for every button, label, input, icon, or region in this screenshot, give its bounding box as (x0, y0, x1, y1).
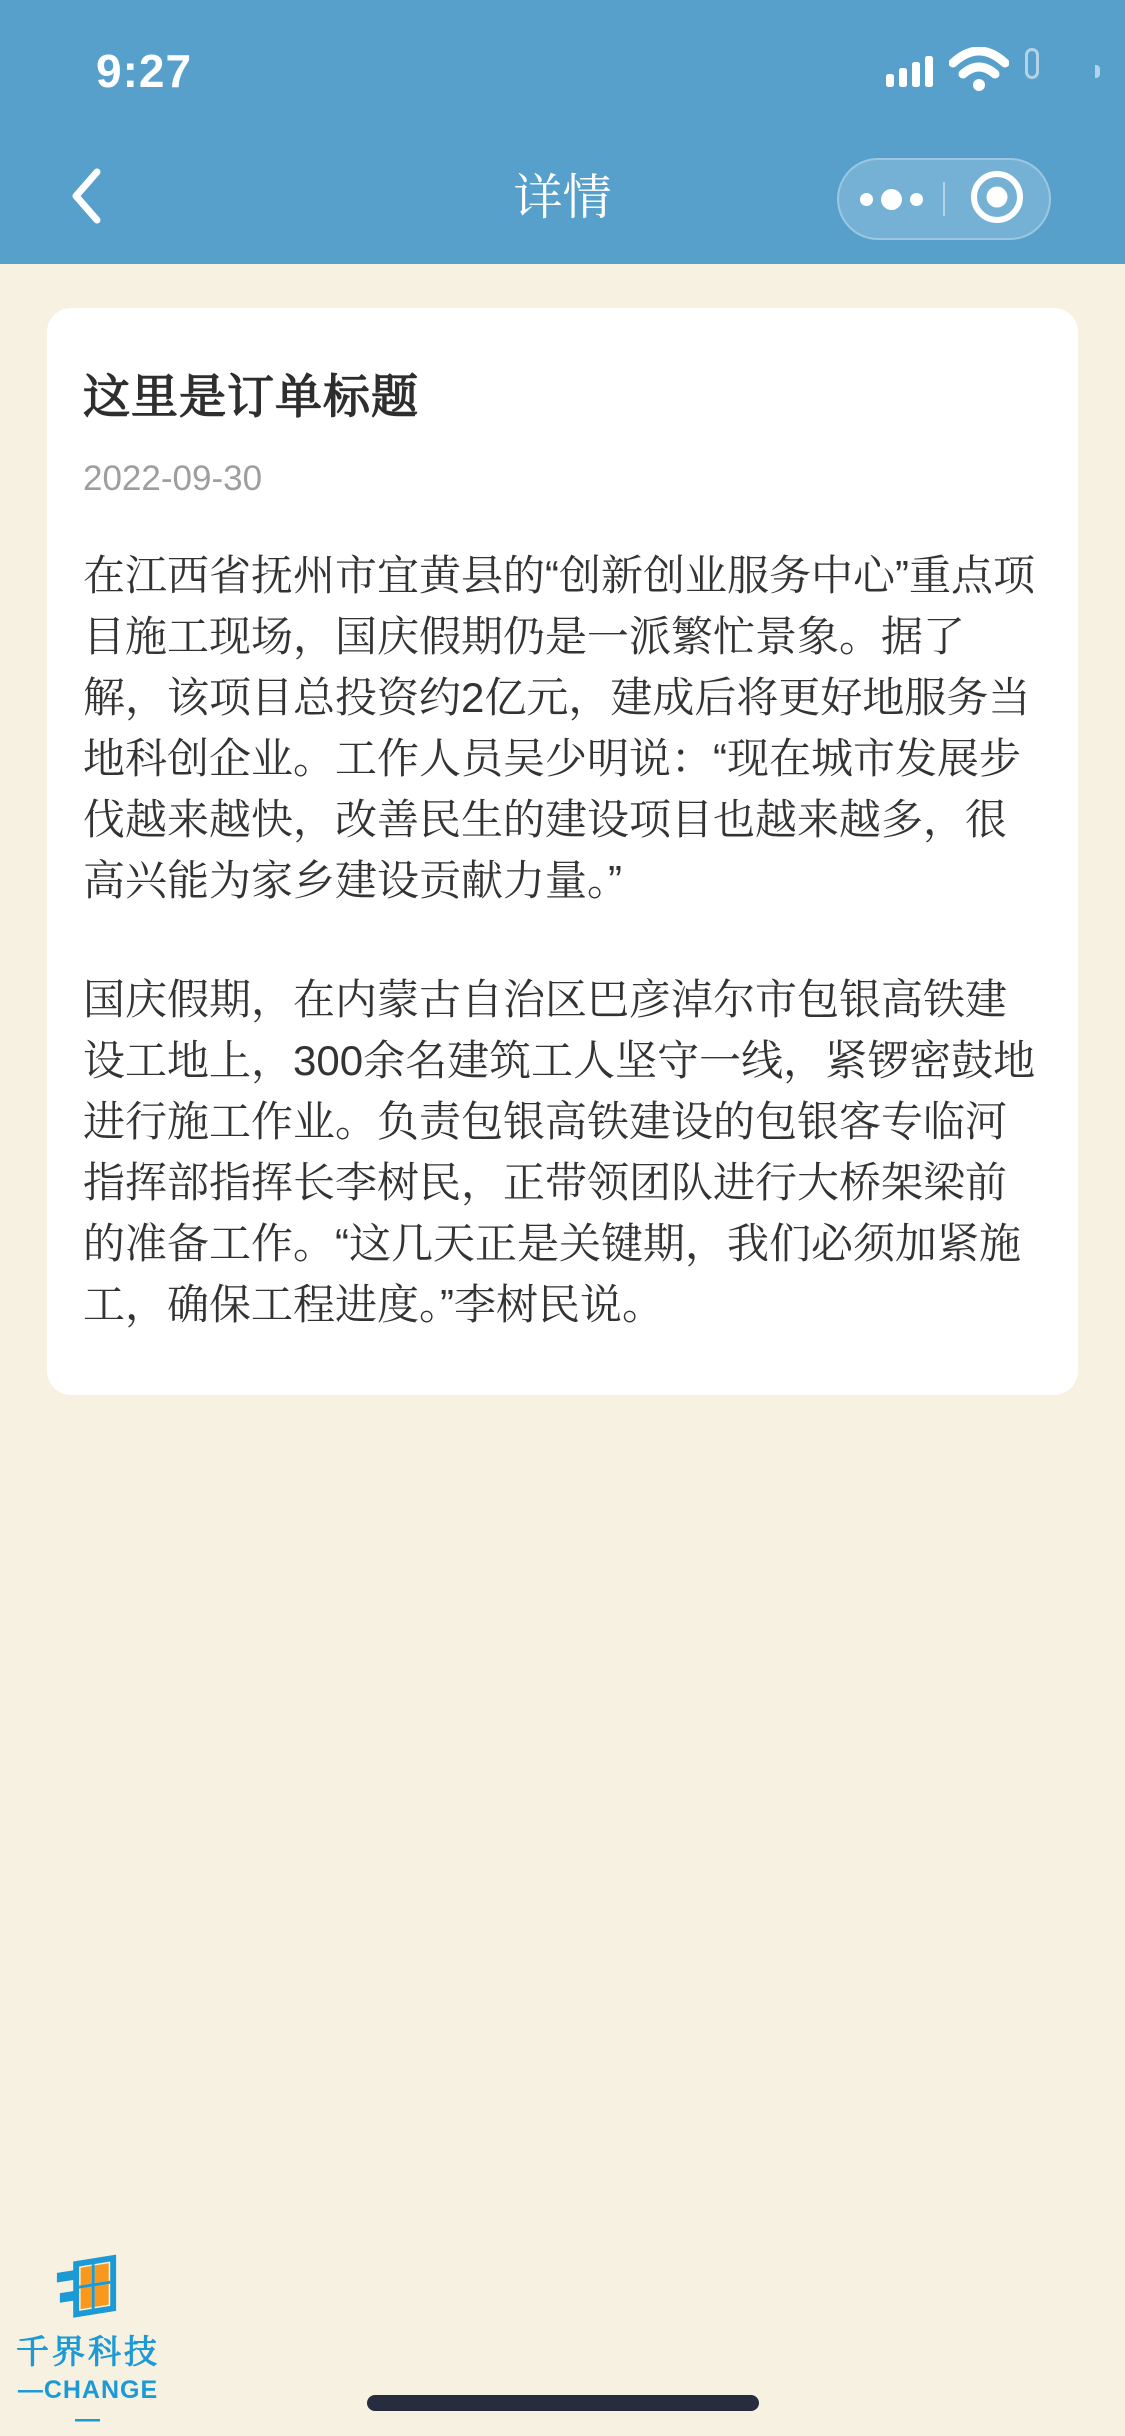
brand-logo-icon (8, 2245, 168, 2324)
home-button[interactable] (945, 160, 1049, 238)
nav-bar (0, 132, 1125, 264)
cellular-signal-icon (886, 55, 933, 87)
order-date: 2022-09-30 (83, 459, 263, 498)
wifi-icon (949, 47, 1009, 96)
brand-name-en: —CHANGE— (17, 2376, 159, 2433)
brand-name-cn: 千界科技 (16, 2333, 160, 2370)
ellipsis-more-icon (860, 189, 923, 210)
header (0, 0, 1125, 264)
order-paragraph: 国庆假期，在内蒙古自治区巴彦淖尔市包银高铁建设工地上，300余名建筑工人坚守一线，紧锣密鼓地进行施工作业。负责包银高铁建设的包银客专临河指挥部指挥长李树民，正带领团队进行大桥架梁前的准备工作。“这几天正是关键期，我们必须加紧施工，确保工程进度。”李树民说。 (83, 976, 1036, 1328)
more-button[interactable] (839, 160, 943, 238)
content-area (0, 264, 1125, 2436)
circle-dot-home-icon (968, 168, 1026, 231)
back-button[interactable] (38, 132, 134, 264)
brand-watermark (8, 2245, 168, 2434)
order-detail-card (47, 308, 1078, 1395)
status-time: 9:27 (96, 45, 193, 97)
status-bar (0, 0, 1125, 132)
home-indicator[interactable] (367, 2395, 759, 2411)
battery-full-icon (1025, 55, 1093, 88)
page-title: 详情 (513, 171, 612, 225)
order-paragraph: 在江西省抚州市宜黄县的“创新创业服务中心”重点项目施工现场，国庆假期仍是一派繁忙景象。据了解，该项目总投资约2亿元，建成后将更好地服务当地科创企业。工作人员吴少明说：“现在城市发展步伐越来越快，改善民生的建设项目也越来越多，很高兴能为家乡建设贡献力量。” (83, 552, 1035, 904)
chevron-left-icon (68, 167, 104, 230)
wechat-capsule (837, 158, 1051, 240)
status-icons (886, 47, 1101, 96)
order-title: 这里是订单标题 (83, 370, 419, 423)
